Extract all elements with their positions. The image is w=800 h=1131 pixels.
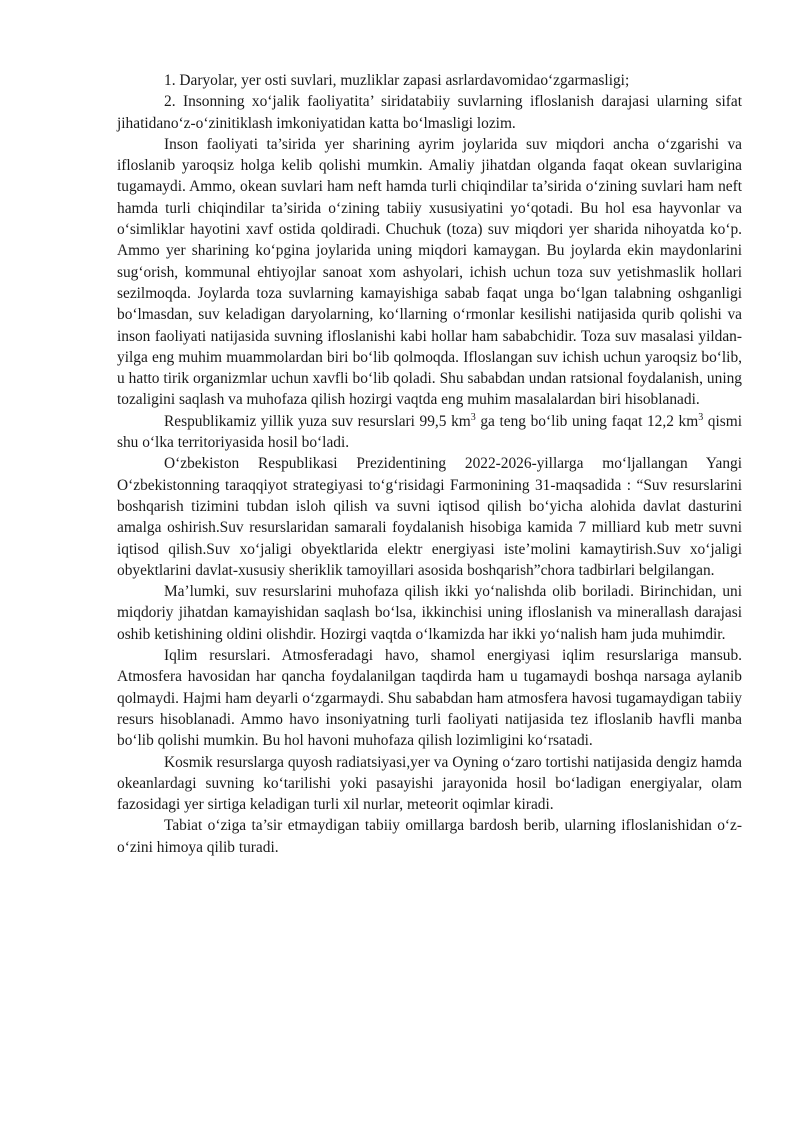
paragraph-5: O‘zbekiston Respublikasi Prezidentining 2022-2026-yillarga mo‘ljallangan Yangi O‘zbekistonning taraqqiyot strategiyasi to‘g‘risidagi Farmonining 31-maqsadida : “Suv resurslarini boshqarish tizimini tubdan isloh qilish va suvni iqtisod qilish bo‘yicha alohida davlat dasturini amalga oshirish.Suv resurslaridan samarali foydalanish hisobiga kamida 7 milliard kub metr suvni iqtisod qilish.Suv xo‘jaligi obyektlarida elektr energiyasi iste’molini kamaytirish.Suv xo‘jaligi obyektlarini davlat-xususiy sheriklik tamoyillari asosida boshqarish”chora tadbirlari belgilangan. [117,455,742,579]
paragraph-4-part-2: ga teng bo‘lib uning faqat 12,2 km [475,412,699,430]
paragraph-4-part-1: Respublikamiz yillik yuza suv resurslari 99,5 km [164,412,471,430]
document-page [117,70,742,858]
paragraph-1: 1. Daryolar, yer osti suvlari, muzliklar zapasi asrlardavomidao‘zgarmasligi; [164,72,630,89]
paragraph-7: Iqlim resurslari. Atmosferadagi havo, shamol energiyasi iqlim resurslariga mansub. Atmosfera havosidan har qancha foydalanilgan taqdirda ham u tugamaydi boshqa narsaga aylanib qolmaydi. Hajmi ham deyarli o‘zgarmaydi. Shu sababdan ham atmosfera havosi tugamaydigan tabiiy resurs hisoblanadi. Ammo havo insoniyatning turli faoliyati natijasida tez ifloslanib havfli manba bo‘lib qolishi mumkin. Bu hol havoni muhofaza qilish lozimligini ko‘rsatadi. [117,647,742,750]
paragraph-4-part-3: qismi shu o‘lka territoriyasida hosil bo‘ladi. [117,412,742,452]
paragraph-6: Ma’lumki, suv resurslarini muhofaza qilish ikki yo‘nalishda olib boriladi. Birinchidan, uni miqdoriy jihatdan kamayishidan saqlash bo‘lsa, ikkinchisi uning ifloslanish va minerallash darajasi oshib ketishining oldini olishdir. Hozirgi vaqtda o‘lkamizda har ikki yo‘nalish ham juda muhimdir. [117,583,742,643]
paragraph-3: Inson faoliyati ta’sirida yer sharining ayrim joylarida suv miqdori ancha o‘zgarishi va ifloslanib yaroqsiz holga kelib qolishi mumkin. Amaliy jihatdan olganda faqat okean suvlarigina tugamaydi. Ammo, okean suvlari ham neft hamda turli chiqindilar ta’sirida o‘zining suvlari ham neft hamda turli chiqindilar ta’sirida o‘zining tabiiy xususiyatini yo‘qotadi. Bu hol esa hayvonlar va o‘simliklar hayotini xavf ostida qoldiradi. Chuchuk (toza) suv miqdori yer sharida nihoyatda ko‘p. Ammo yer sharining ko‘pgina joylarida uning miqdori kamaygan. Bu joylarda ekin maydonlarini sug‘orish, kommunal ehtiyojlar sanoat xom ashyolari, ichish uchun toza suv yetishmaslik hollari sezilmoqda. Joylarda toza suvlarning kamayishiga sabab faqat unga bo‘lgan talabning oshganligi bo‘lmasdan, suv keladigan daryolarning, ko‘llarning o‘rmonlar kesilishi natijasida qurib qolishi va inson faoliyati natijasida suvning ifloslanishi kabi hollar ham sababchidir. Toza suv masalasi yildan-yilga eng muhim muammolardan biri bo‘lib qolmoqda. Ifloslangan suv ichish uchun yaroqsiz bo‘lib, u hatto tirik organizmlar uchun xavfli bo‘lib qoladi. Shu sababdan undan ratsional foydalanish, uning tozaligini saqlash va muhofaza qilish hozirgi vaqtda eng muhim masalalardan biri hisoblanadi. [117,135,742,409]
superscript-cube-2: 3 [698,411,704,423]
paragraph-9: Tabiat o‘ziga ta’sir etmaydigan tabiiy omillarga bardosh berib, ularning ifloslanishidan o‘z-o‘zini himoya qilib turadi. [117,817,742,856]
paragraph-4 [117,411,742,454]
paragraph-8: Kosmik resurslarga quyosh radiatsiyasi,yer va Oyning o‘zaro tortishi natijasida dengiz hamda okeanlardagi suvning ko‘tarilishi yoki pasayishi jarayonida hosil bo‘ladigan energiyalar, olam fazosidagi yer sirtiga keladigan turli xil nurlar, meteorit oqimlar kiradi. [117,753,742,814]
paragraph-2: 2. Insonning xo‘jalik faoliyatita’ siridatabiiy suvlarning ifloslanish darajasi ularning sifat jihatidano‘z-o‘zinitiklash imkoniyatidan katta bo‘lmasligi lozim. [117,93,742,132]
superscript-cube-1: 3 [470,411,476,423]
